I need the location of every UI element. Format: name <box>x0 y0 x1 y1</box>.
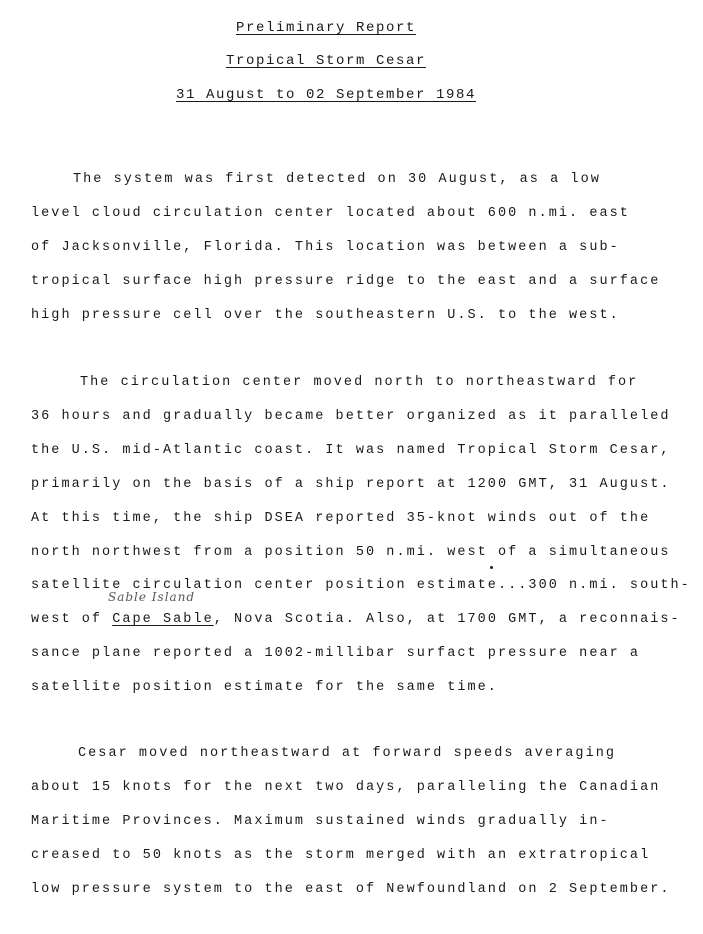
text-line: of Jacksonville, Florida. This location was between a sub- <box>31 240 620 255</box>
report-dates: 31 August to 02 September 1984 <box>175 87 477 103</box>
text-line: level cloud circulation center located about 600 n.mi. east <box>31 206 630 221</box>
text-line: primarily on the basis of a ship report at 1200 GMT, 31 August. <box>31 477 671 492</box>
report-title: Preliminary Report <box>235 20 417 36</box>
handwritten-annotation: Sable Island <box>108 590 196 604</box>
text-line: Maritime Provinces. Maximum sustained winds gradually in- <box>31 814 610 829</box>
text-line: Cesar moved northeastward at forward speeds averaging <box>78 746 617 761</box>
text-line: north northwest from a position 50 n.mi. west of a simultaneous <box>31 545 671 560</box>
text-segment: west of <box>31 612 113 627</box>
text-segment: , Nova Scotia. Also, at 1700 GMT, a reconnais- <box>213 612 681 627</box>
text-line: At this time, the ship DSEA reported 35-knot winds out of the <box>31 511 651 526</box>
text-line: The system was first detected on 30 August, as a low <box>73 172 601 187</box>
text-line: low pressure system to the east of Newfoundland on 2 September. <box>31 882 671 897</box>
text-line <box>31 612 681 627</box>
text-line: about 15 knots for the next two days, paralleling the Canadian <box>31 780 661 795</box>
text-line: tropical surface high pressure ridge to the east and a surface <box>31 274 661 289</box>
text-line: satellite circulation center position estimate...300 n.mi. south- <box>31 578 691 593</box>
text-line: the U.S. mid-Atlantic coast. It was named Tropical Storm Cesar, <box>31 443 671 458</box>
text-line: 36 hours and gradually became better organized as it paralleled <box>31 409 671 424</box>
storm-name: Tropical Storm Cesar <box>225 53 427 69</box>
underlined-place-name: Cape Sable <box>112 612 214 627</box>
text-line: creased to 50 knots as the storm merged with an extratropical <box>31 848 651 863</box>
text-line: sance plane reported a 1002-millibar surfact pressure near a <box>31 646 641 661</box>
text-line: The circulation center moved north to northeastward for <box>80 375 639 390</box>
text-line: satellite position estimate for the same time. <box>31 680 498 695</box>
ink-mark <box>490 566 493 569</box>
text-line: high pressure cell over the southeastern U.S. to the west. <box>31 308 620 323</box>
